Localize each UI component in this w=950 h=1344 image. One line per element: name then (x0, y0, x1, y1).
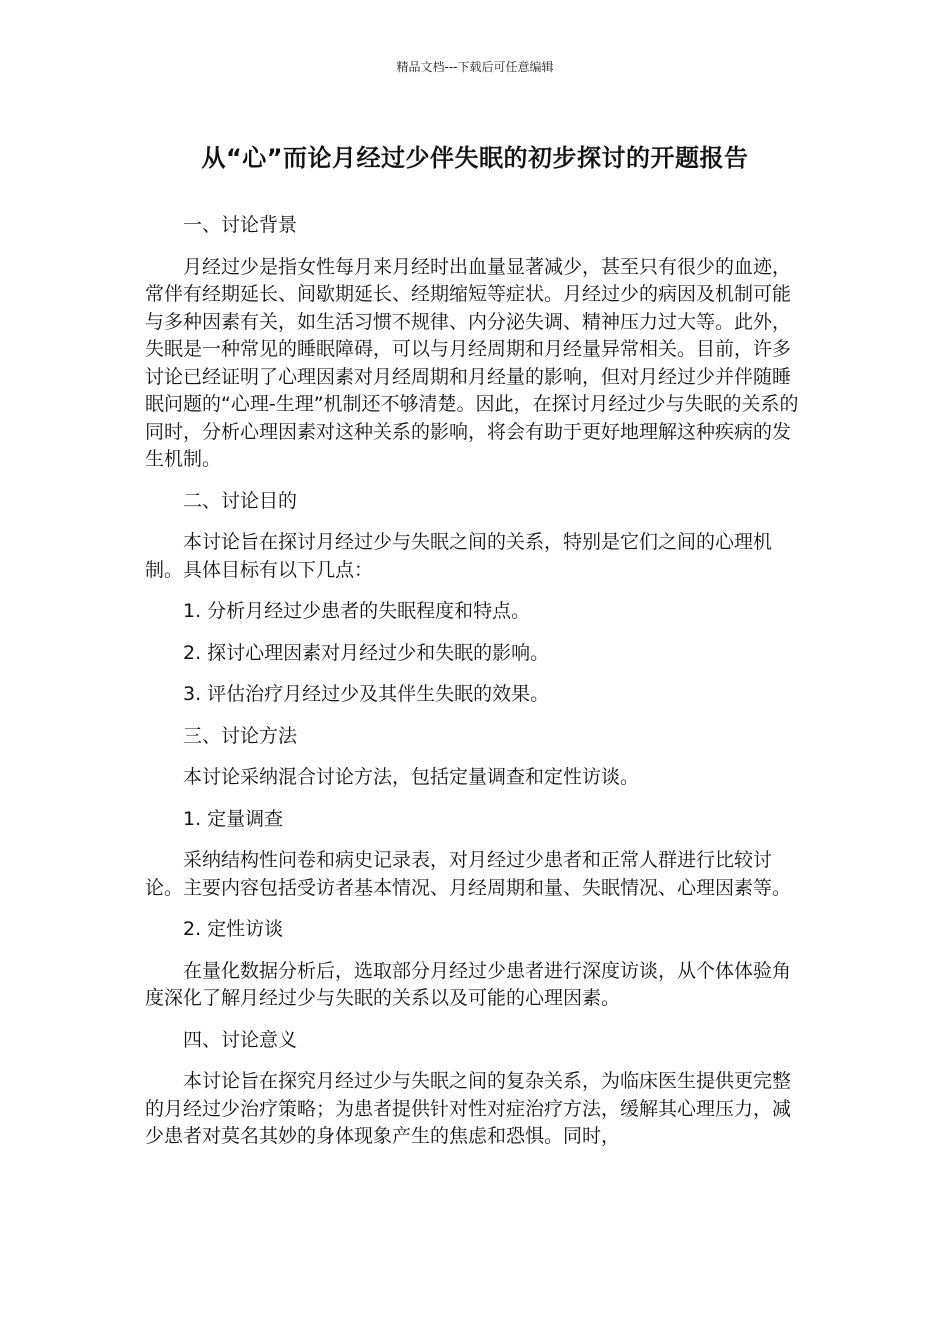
document-title: 从“心”而论月经过少伴失眠的初步探讨的开题报告 (201, 144, 749, 172)
body-paragraph: 月经过少是指女性每月来月经时出血量显著减少，甚至只有很少的血迹，常伴有经期延长、间歇期延长、经期缩短等症状。月经过少的病因及机制可能与多种因素有关，如生活习惯不规律、内分泌失调、精神压力过大等。此外，失眠是一种常见的睡眠障碍，可以与月经周期和月经量异常相关。目前，许多讨论已经证明了心理因素对月经周期和月经量的影响，但对月经过少并伴随睡眠问题的“心理-生理”机制还不够清楚。因此，在探讨月经过少与失眠的关系的同时，分析心理因素对这种关系的影响，将会有助于更好地理解这种疾病的发生机制。 (145, 255, 799, 470)
subsection-heading: 1. 定量调查 (183, 807, 284, 830)
document-body (145, 212, 800, 1165)
body-paragraph: 本讨论采纳混合讨论方法，包括定量调查和定性访谈。 (183, 766, 640, 788)
body-paragraph: 在量化数据分析后，选取部分月经过少患者进行深度访谈，从个体体验角度深化了解月经过少与失眠的关系以及可能的心理因素。 (145, 959, 792, 1009)
list-item: 3. 评估治疗月经过少及其伴生失眠的效果。 (183, 683, 550, 705)
page-header: 精品文档---下载后可任意编辑 (396, 60, 554, 74)
section-heading: 四、讨论意义 (183, 1028, 298, 1051)
section-heading: 一、讨论背景 (183, 214, 298, 236)
list-item: 2. 探讨心理因素对月经过少和失眠的影响。 (183, 641, 550, 664)
list-item: 1. 分析月经过少患者的失眠程度和特点。 (183, 600, 531, 622)
section-heading: 二、讨论目的 (183, 489, 298, 512)
body-paragraph: 本讨论旨在探究月经过少与失眠之间的复杂关系，为临床医生提供更完整的月经过少治疗策略；为患者提供针对性对症治疗方法，缓解其心理压力，减少患者对莫名其妙的身体现象产生的焦虑和恐惧。同时， (145, 1070, 792, 1147)
subsection-heading: 2. 定性访谈 (183, 918, 284, 940)
section-heading: 三、讨论方法 (183, 724, 298, 747)
body-paragraph: 采纳结构性问卷和病史记录表，对月经过少患者和正常人群进行比较讨论。主要内容包括受访者基本情况、月经周期和量、失眠情况、心理因素等。 (145, 849, 792, 899)
body-paragraph: 本讨论旨在探讨月经过少与失眠之间的关系，特别是它们之间的心理机制。具体目标有以下几点： (145, 531, 773, 581)
